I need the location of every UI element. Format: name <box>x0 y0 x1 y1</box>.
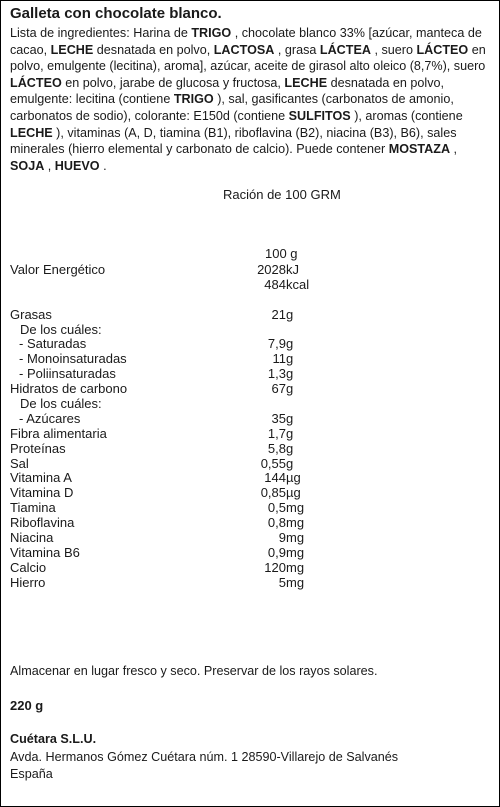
nutrition-column-header: 100 g <box>265 246 298 261</box>
nutrient-unit: g <box>286 440 294 456</box>
product-title: Galleta con chocolate blanco. <box>10 5 222 22</box>
nutrient-label: - Poliinsaturadas <box>19 366 116 382</box>
nutrient-value: 2028 <box>257 262 286 277</box>
storage-instructions: Almacenar en lugar fresco y seco. Preservar de los rayos solares. <box>10 664 378 678</box>
nutrient-unit: g <box>286 410 294 426</box>
nutrient-label: Hidratos de carbono <box>10 381 128 397</box>
allergen-text: SOJA <box>10 158 45 173</box>
nutrient-label: Vitamina B6 <box>10 544 80 560</box>
allergen-text: TRIGO <box>191 26 232 40</box>
nutrient-unit: g <box>286 336 294 352</box>
ingredient-text: ), aromas (contiene <box>350 108 463 123</box>
nutrient-unit: mg <box>286 559 305 575</box>
portion-label: Ración de 100 GRM <box>223 187 341 202</box>
nutrient-unit: g <box>286 425 294 441</box>
nutrient-unit: g <box>286 366 294 382</box>
nutrient-value: 1,7 <box>267 425 286 441</box>
ingredient-text: Lista de ingredientes: Harina de <box>10 26 192 40</box>
nutrient-value: 1,3 <box>267 366 286 382</box>
nutrient-label: Proteínas <box>10 440 66 456</box>
nutrient-value: 9 <box>278 530 286 546</box>
nutrient-value: 0,85 <box>260 485 286 501</box>
nutrient-label: Hierro <box>10 574 46 590</box>
allergen-text: LÁCTEO <box>416 42 469 57</box>
nutrient-value: 5 <box>278 574 286 590</box>
nutrient-label: Grasas <box>10 306 52 322</box>
nutrient-unit: mg <box>286 500 305 516</box>
nutrient-unit: mg <box>286 574 305 590</box>
ingredient-text: , <box>450 142 458 157</box>
nutrient-unit: mg <box>286 515 305 531</box>
nutrient-value: 7,9 <box>267 336 286 352</box>
nutrient-value: 0,55 <box>260 455 286 471</box>
nutrient-value: 67 <box>271 381 286 397</box>
net-weight: 220 g <box>10 698 44 713</box>
nutrient-unit: mg <box>286 544 305 560</box>
nutrient-label: Riboflavina <box>10 515 75 531</box>
nutrient-label: Vitamina A <box>10 470 72 486</box>
nutrient-unit: g <box>286 306 294 322</box>
nutrient-label: - Azúcares <box>19 410 81 426</box>
ingredient-text: , suero <box>370 42 417 57</box>
nutrient-label: De los cuáles: <box>20 396 102 412</box>
manufacturer-address <box>10 749 398 782</box>
manufacturer-name: Cuétara S.L.U. <box>10 732 97 746</box>
nutrient-unit: g <box>286 351 294 367</box>
allergen-text: MOSTAZA <box>388 142 451 157</box>
allergen-text: LECHE <box>10 125 53 140</box>
nutrient-unit: kJ <box>286 262 299 277</box>
nutrient-label: Niacina <box>10 530 54 546</box>
nutrient-label: Vitamina D <box>10 485 74 501</box>
nutrient-unit: g <box>286 381 294 397</box>
allergen-text: LECHE <box>50 42 94 57</box>
nutrient-label: Calcio <box>10 559 47 575</box>
ingredient-text: ), vitaminas (A, D, tiamina (B1), riboflavina (B2), niacina (B3), B6), sales minerales (hierro elemental y carbonato de calcio). Puede contener <box>10 125 457 157</box>
nutrient-value: 144 <box>264 470 286 486</box>
nutrient-label: Fibra alimentaria <box>10 425 107 441</box>
ingredient-text: , <box>44 158 55 173</box>
ingredient-text: . <box>99 158 107 173</box>
nutrient-label: - Saturadas <box>19 336 87 352</box>
address-line: Avda. Hermanos Gómez Cuétara núm. 1 28590-Villarejo de Salvanés <box>10 750 399 764</box>
nutrient-unit: kcal <box>286 276 310 292</box>
nutrient-label: De los cuáles: <box>20 321 102 337</box>
nutrient-label: Valor Energético <box>10 262 106 277</box>
nutrient-value: 120 <box>264 559 286 575</box>
nutrient-value: 11 <box>272 351 286 367</box>
ingredient-text: ), sal, gasificantes (carbonatos de amonio, carbonatos de sodio), colorante: E150d (contiene <box>10 92 454 123</box>
nutrient-unit: µg <box>286 470 301 486</box>
ingredient-text: desnatada en polvo, emulgente: lecitina (contiene <box>10 75 445 107</box>
ingredient-text: en polvo, emulgente (lecitina), aroma], azúcar, aceite de girasol alto oleico (8,7%), suero <box>10 42 486 74</box>
address-country: España <box>10 766 53 781</box>
nutrient-value: 0,8 <box>267 515 286 531</box>
ingredients-list <box>10 25 494 174</box>
ingredient-text: en polvo, jarabe de glucosa y fructosa, <box>61 75 285 90</box>
allergen-text: LÁCTEO <box>10 75 62 90</box>
nutrient-value: 5,8 <box>267 440 286 456</box>
allergen-text: LÁCTEA <box>319 42 371 57</box>
allergen-text: LECHE <box>284 75 328 90</box>
nutrient-value: 484 <box>264 276 286 292</box>
nutrient-value: 21 <box>271 306 286 322</box>
allergen-text: SULFITOS <box>288 108 351 123</box>
nutrient-label: Tiamina <box>10 500 56 516</box>
allergen-text: TRIGO <box>173 92 214 107</box>
nutrient-label: Sal <box>10 455 29 471</box>
nutrient-value: 35 <box>271 410 286 426</box>
ingredient-text: desnatada en polvo, <box>93 42 214 57</box>
ingredient-text: , chocolate blanco 33% [azúcar, manteca de cacao, <box>10 26 482 57</box>
nutrient-unit: g <box>286 455 294 471</box>
allergen-text: LACTOSA <box>213 42 275 57</box>
nutrient-unit: mg <box>286 530 305 546</box>
nutrient-unit: µg <box>286 485 301 501</box>
allergen-text: HUEVO <box>54 158 100 173</box>
nutrient-value: 0,5 <box>267 500 286 516</box>
nutrient-label: - Monoinsaturadas <box>19 351 127 367</box>
nutrient-value: 0,9 <box>267 544 286 560</box>
ingredient-text: , grasa <box>274 42 320 57</box>
